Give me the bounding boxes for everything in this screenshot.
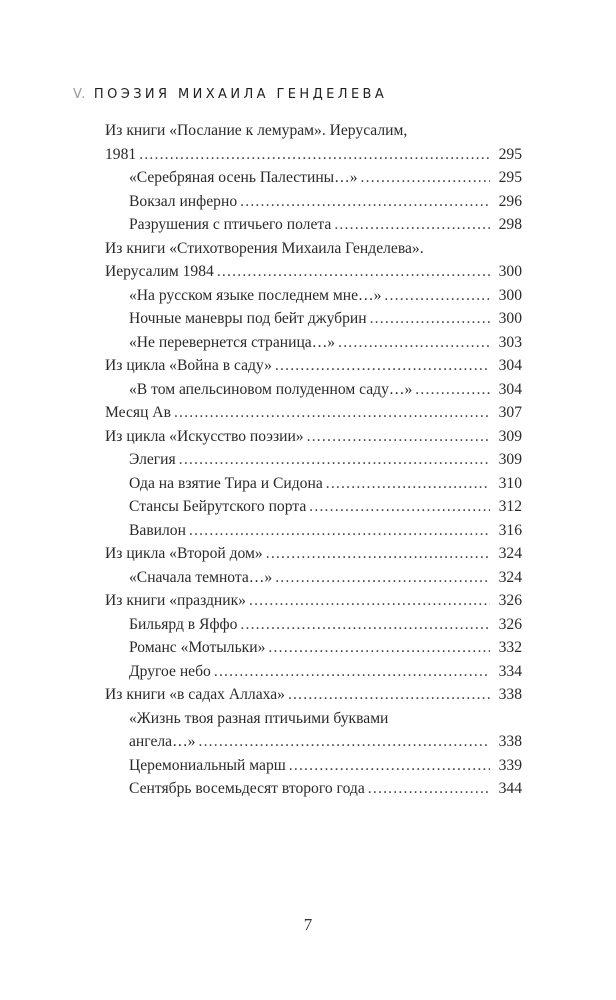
toc-entry-page-number: 344 [498, 780, 522, 797]
toc-entry-page-number: 296 [498, 192, 522, 210]
toc-entry [105, 472, 522, 496]
toc-entry-page-number: 303 [498, 333, 522, 351]
toc-entry [105, 307, 522, 331]
toc-entry-line [129, 284, 522, 308]
toc-entry-line [129, 448, 522, 472]
toc-entry [105, 636, 522, 660]
toc-entry-page-number: 307 [498, 404, 522, 421]
dot-leader [361, 166, 490, 190]
toc-entry [105, 754, 522, 778]
section-title: ПОЭЗИЯ МИХАИЛА ГЕНДЕЛЕВА [93, 87, 388, 102]
toc-entry [105, 448, 522, 472]
toc-entry-line [129, 613, 522, 637]
toc-entry-line [129, 307, 522, 331]
toc-entry [105, 613, 522, 637]
toc-entry [105, 495, 522, 519]
toc-entry-page-number: 324 [498, 545, 522, 562]
dot-leader [198, 730, 490, 754]
toc-entry-title: Церемониальный марш [129, 756, 286, 774]
toc-entry-title: ангела…» [129, 733, 196, 750]
toc-entry [105, 119, 522, 166]
dot-leader [189, 519, 490, 543]
toc-entry-title: Элегия [129, 451, 176, 468]
toc-entry-line [129, 754, 522, 778]
toc-entry-page-number: 324 [498, 568, 522, 586]
dot-leader [289, 754, 490, 778]
dot-leader [338, 331, 490, 355]
toc-entry-title: 1981 [105, 145, 137, 163]
toc-entry-page-number: 304 [498, 380, 522, 398]
toc-entry-line [105, 260, 522, 284]
toc-entry [105, 519, 522, 543]
dot-leader [268, 636, 490, 660]
toc-entry-title: «Сначала темнота…» [129, 568, 273, 586]
toc-entry-line [105, 589, 522, 613]
dot-leader [288, 683, 490, 707]
toc-entry-line [105, 425, 522, 449]
toc-entry [105, 401, 522, 425]
toc-entry-page-number: 338 [498, 686, 522, 703]
toc-entry-line [129, 472, 522, 496]
dot-leader [174, 401, 490, 425]
toc-entry-title: Бильярд в Яффо [129, 615, 238, 633]
toc-entry-page-number: 300 [498, 310, 522, 327]
toc-entry-line [129, 213, 522, 237]
toc-entry-line [105, 143, 522, 167]
toc-entry-title-lead: Из книги «Стихотворения Михаила Генделева». [105, 239, 424, 257]
toc-entry-title: Месяц Ав [105, 404, 171, 421]
toc-entry-title: Из цикла «Война в саду» [105, 357, 272, 374]
toc-entry-line [129, 730, 522, 754]
toc-entry-title: Из цикла «Второй дом» [105, 545, 263, 562]
dot-leader [275, 354, 490, 378]
toc-entry-line [105, 354, 522, 378]
toc-entry-title: «В том апельсиновом полуденном саду…» [129, 380, 413, 398]
section-roman-numeral: V. [73, 87, 87, 102]
toc-entry [105, 683, 522, 707]
toc-entry-line [129, 660, 522, 684]
toc-entry-title: «На русском языке последнем мне…» [129, 286, 382, 304]
toc-entry-title: Сентябрь восемьдесят второго года [129, 780, 365, 797]
toc-entry-line [129, 378, 522, 402]
toc-entry-page-number: 316 [498, 521, 522, 539]
toc-entry [105, 284, 522, 308]
toc-entry-line [129, 636, 522, 660]
toc-entry-line [129, 566, 522, 590]
dot-leader [266, 542, 490, 566]
dot-leader [368, 777, 490, 801]
toc-entry-title: Из книги «в садах Аллаха» [105, 686, 285, 703]
toc-entry [105, 378, 522, 402]
toc-entry-title: Из цикла «Искусство поэзии» [105, 427, 304, 445]
toc-entry-page-number: 300 [498, 263, 522, 280]
dot-leader [179, 448, 490, 472]
dot-leader [326, 472, 490, 496]
dot-leader [217, 260, 490, 284]
dot-leader [415, 378, 490, 402]
dot-leader [240, 613, 490, 637]
toc-entry-page-number: 338 [498, 733, 522, 750]
toc-entry-page-number: 332 [498, 639, 522, 656]
toc-entry-line [129, 519, 522, 543]
toc-entry [105, 707, 522, 754]
toc-entry-title: Разрушения с птичьего полета [129, 216, 332, 233]
toc-entry-title: «Серебряная осень Палестины…» [129, 169, 358, 186]
dot-leader [309, 495, 490, 519]
toc-entry-page-number: 309 [498, 451, 522, 468]
toc-entry-title: Стансы Бейрутского порта [129, 498, 307, 515]
toc-entry [105, 331, 522, 355]
toc-entry-page-number: 304 [498, 357, 522, 374]
toc-entry-line [105, 542, 522, 566]
toc-entry-line [129, 495, 522, 519]
dot-leader [384, 284, 490, 308]
toc-entry [105, 660, 522, 684]
dot-leader [214, 660, 490, 684]
toc-entry-page-number: 339 [498, 756, 522, 774]
toc-entry-page-number: 298 [498, 216, 522, 233]
dot-leader [370, 307, 490, 331]
dot-leader [249, 589, 490, 613]
page-number: 7 [303, 915, 313, 934]
toc-entry [105, 777, 522, 801]
toc-entry-title: Вокзал инферно [129, 192, 238, 210]
toc-entry [105, 213, 522, 237]
toc-entry-title: Ночные маневры под бейт джубрин [129, 310, 367, 327]
toc-entry-page-number: 309 [498, 427, 522, 445]
table-of-contents [105, 119, 522, 801]
toc-entry-line [129, 331, 522, 355]
toc-entry-title: Ода на взятие Тира и Сидона [129, 474, 323, 492]
toc-entry [105, 566, 522, 590]
toc-entry-line [105, 401, 522, 425]
toc-entry [105, 542, 522, 566]
toc-entry [105, 589, 522, 613]
section-header [73, 87, 387, 102]
toc-entry-line [129, 166, 522, 190]
dot-leader [139, 143, 490, 167]
toc-entry-page-number: 312 [498, 498, 522, 515]
toc-entry-title: Вавилон [129, 521, 186, 539]
toc-entry-title: Романс «Мотыльки» [129, 639, 266, 656]
toc-entry-page-number: 295 [498, 169, 522, 186]
toc-entry-line [105, 683, 522, 707]
dot-leader [240, 190, 490, 214]
dot-leader [334, 213, 490, 237]
toc-entry [105, 425, 522, 449]
dot-leader [307, 425, 490, 449]
toc-entry-page-number: 326 [498, 615, 522, 633]
toc-entry [105, 190, 522, 214]
toc-entry-page-number: 334 [498, 662, 522, 680]
toc-entry [105, 166, 522, 190]
toc-entry-title-lead: «Жизнь твоя разная птичьими буквами [129, 709, 389, 727]
toc-entry-page-number: 295 [498, 145, 522, 163]
toc-entry-page-number: 300 [498, 286, 522, 304]
toc-entry-title: Из книги «праздник» [105, 592, 246, 609]
toc-entry-line [129, 190, 522, 214]
toc-entry-title: Другое небо [129, 662, 211, 680]
toc-entry-title: «Не перевернется страница…» [129, 333, 336, 351]
dot-leader [275, 566, 490, 590]
toc-entry [105, 354, 522, 378]
toc-entry-title-lead: Из книги «Послание к лемурам». Иерусалим, [105, 122, 408, 139]
toc-entry [105, 237, 522, 284]
toc-entry-line [129, 777, 522, 801]
toc-entry-page-number: 326 [498, 592, 522, 609]
toc-entry-page-number: 310 [498, 474, 522, 492]
toc-entry-title: Иерусалим 1984 [105, 263, 214, 280]
